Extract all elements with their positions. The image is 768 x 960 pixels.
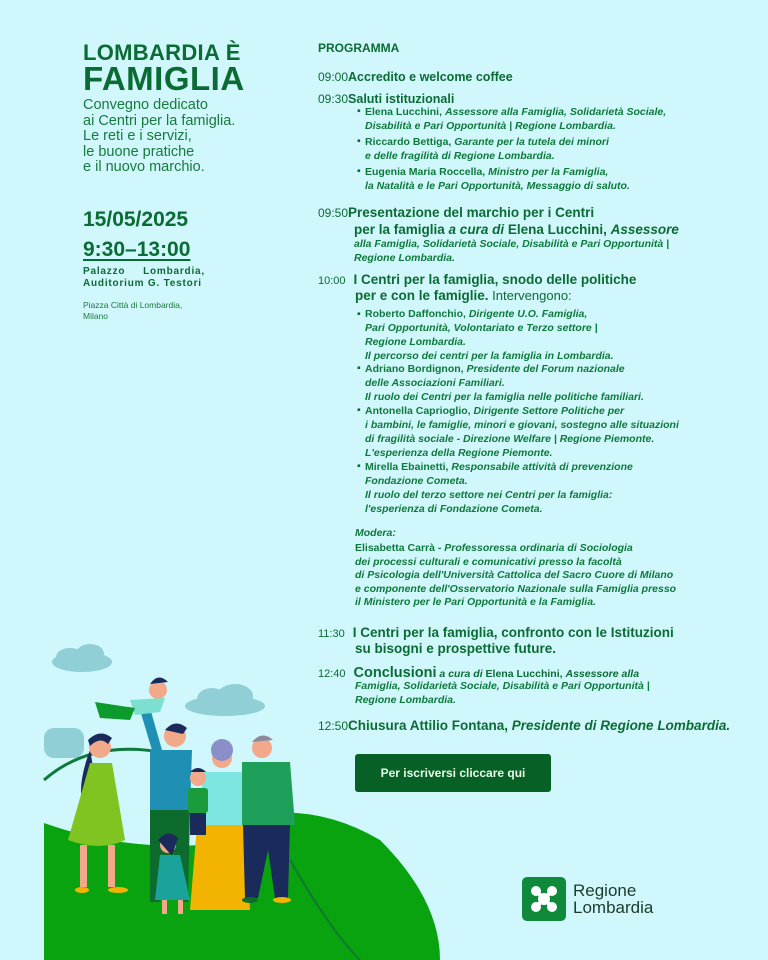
bullet: ▪ — [357, 165, 361, 177]
subtitle-line: Convegno dedicato — [83, 97, 208, 113]
event-time: 9:30–13:00 — [83, 238, 191, 261]
speaker-role: Presidente di Regione Lombardia. — [511, 718, 731, 733]
speaker-name: Elena Lucchini, — [482, 668, 566, 680]
speaker-role: i bambini, le famiglie, minori e giovani, sostegno alle situazioni — [365, 419, 679, 431]
item-time: 09:50 — [318, 206, 349, 220]
speaker — [365, 307, 614, 363]
speaker-talk: Il percorso dei centri per la famiglia in Lombardia. — [365, 350, 614, 362]
moderator-role: di Psicologia dell'Università Cattolica del Sacro Cuore di Milano — [355, 569, 674, 581]
event-subtitle — [83, 98, 283, 176]
subtitle-line: ai Centri per la famiglia. — [83, 112, 236, 129]
subtitle-line: e il nuovo marchio. — [83, 159, 205, 175]
speaker-name: Riccardo Bettiga, — [365, 136, 452, 148]
speaker — [365, 105, 666, 133]
address-line: Milano — [83, 311, 109, 321]
speaker-role: la Natalità e le Pari Opportunità, Messaggio di saluto. — [365, 180, 630, 192]
bullet: ▪ — [357, 404, 361, 416]
item-time: 09:30 — [318, 92, 349, 106]
item-time: 09:00 — [318, 70, 349, 84]
item-intervengono: Intervengono: — [488, 288, 572, 303]
logo-mark-icon — [522, 877, 566, 921]
item-title: Conclusioni — [353, 665, 437, 681]
speaker-role: Disabilità e Pari Opportunità | Regione Lombardia. — [365, 120, 616, 132]
item-time: 12:40 — [318, 668, 346, 680]
logo-line1: Regione — [573, 881, 637, 900]
moderator-role: e componente dell'Osservatorio Nazionale sulla Famiglia presso — [355, 582, 677, 595]
subtitle-line: le buone pratiche — [83, 143, 195, 160]
speaker — [365, 135, 609, 163]
programme-title: PROGRAMMA — [318, 41, 400, 55]
speaker — [365, 165, 630, 193]
regione-lombardia-logo — [522, 877, 653, 921]
item-title: per e con le famiglie. — [355, 288, 489, 303]
moderator-label-text: Modera: — [355, 527, 396, 539]
moderator-label — [355, 526, 396, 540]
event-header — [83, 42, 283, 176]
subtitle-line: Le reti e i servizi, — [83, 128, 192, 144]
programme-item — [318, 205, 758, 221]
speaker-role: Assessore alla — [565, 668, 640, 680]
item-title: per la famiglia — [354, 222, 449, 237]
event-address — [83, 300, 208, 322]
speaker-name: Adriano Bordignon, — [365, 363, 464, 375]
speaker-name: Elena Lucchini, — [504, 222, 611, 237]
family-illustration — [0, 640, 460, 960]
speaker-role: Assessore — [610, 222, 679, 237]
bullet: ▪ — [357, 308, 361, 320]
item-time: 10:00 — [318, 275, 346, 287]
speaker-name: Elena Lucchini, — [365, 106, 443, 118]
item-time: 11:30 — [318, 628, 345, 640]
speaker-name: Mirella Ebainetti, — [365, 461, 449, 473]
toddler-figure — [188, 768, 208, 835]
speaker-talk: l'esperienza di Fondazione Cometa. — [365, 503, 543, 515]
speaker-role — [354, 237, 669, 265]
speaker-role: Ministro per la Famiglia, — [488, 166, 609, 178]
speaker-role: delle Associazioni Familiari. — [365, 377, 505, 389]
moderator — [355, 542, 676, 610]
speaker-name: Roberto Daffonchio, — [365, 308, 466, 320]
moderator-role: Professoressa ordinaria di Sociologia — [444, 542, 633, 554]
cloud-icon — [185, 684, 265, 716]
flying-child-figure — [95, 677, 168, 720]
speaker-role: Assessore alla Famiglia, Solidarietà Sociale, — [444, 106, 667, 118]
item-title: Saluti istituzionali — [348, 92, 455, 106]
speaker-talk: L'esperienza della Regione Piemonte. — [365, 447, 553, 459]
item-title: Presentazione del marchio per i Centri — [348, 205, 595, 220]
logo-text — [573, 882, 653, 916]
programme-item-line — [355, 288, 755, 304]
register-button[interactable]: Per iscriversi cliccare qui — [355, 754, 551, 792]
item-title: su bisogni e prospettive future. — [355, 641, 557, 656]
role-line: Regione Lombardia. — [355, 694, 456, 706]
speaker-role: Garante per la tutela dei minori — [454, 136, 609, 148]
speaker-role: di fragilità sociale - Direzione Welfare | Regione Piemonte. — [365, 433, 655, 445]
speaker-role: Responsabile attività di prevenzione — [451, 461, 633, 473]
logo-line2: Lombardia — [573, 898, 654, 917]
role-line: Famiglia, Solidarietà Sociale, Disabilità e Pari Opportunità | — [355, 680, 650, 692]
speaker-role: e delle fragilità di Regione Lombardia. — [365, 150, 555, 162]
cloud-icon — [52, 644, 112, 672]
speaker — [365, 362, 644, 404]
programme-item — [318, 272, 758, 289]
speaker-name: Antonella Caprioglio, — [365, 405, 471, 417]
speaker-name: Eugenia Maria Roccella, — [365, 166, 486, 178]
bullet: ▪ — [357, 105, 361, 117]
bullet: ▪ — [357, 135, 361, 147]
bullet: ▪ — [357, 460, 361, 472]
item-time: 12:50 — [318, 719, 349, 733]
speaker — [365, 460, 633, 516]
event-date: 15/05/2025 — [83, 208, 189, 231]
role-line: alla Famiglia, Solidarietà Sociale, Disabilità e Pari Opportunità | — [354, 238, 670, 250]
item-title: I Centri per la famiglia, snodo delle politiche — [353, 272, 637, 287]
speaker-role: Dirigente U.O. Famiglia, — [468, 308, 588, 320]
item-acura: a cura di — [448, 222, 505, 237]
speaker-role: Fondazione Cometa. — [365, 475, 468, 487]
item-title: Chiusura Attilio Fontana, — [348, 718, 512, 733]
moderator-role: dei processi culturali e comunicativi presso la facoltà — [355, 555, 622, 568]
title-line1: LOMBARDIA È — [83, 40, 241, 65]
moderator-role: il Ministero per le Pari Opportunità e la Famiglia. — [355, 596, 596, 608]
speaker-talk: Il ruolo dei Centri per la famiglia nelle politiche familiari. — [365, 391, 644, 403]
role-line: Regione Lombardia. — [354, 252, 455, 264]
title-line2: FAMIGLIA — [83, 60, 245, 97]
speaker-role: Regione Lombardia. — [365, 336, 466, 348]
speaker-role: Dirigente Settore Politiche per — [473, 405, 625, 417]
programme-item — [318, 68, 758, 86]
speaker-role: Pari Opportunità, Volontariato e Terzo settore | — [365, 322, 598, 334]
item-title: Accredito e welcome coffee — [348, 70, 513, 84]
item-title: I Centri per la famiglia, confronto con le Istituzioni — [352, 625, 674, 640]
cloud-icon — [44, 728, 84, 758]
bullet: ▪ — [357, 362, 361, 374]
moderator-name: Elisabetta Carrà - — [355, 542, 445, 554]
speaker-talk: Il ruolo del terzo settore nei Centri per la famiglia: — [365, 489, 613, 501]
event-venue: Palazzo Lombardia, Auditorium G. Testori — [83, 266, 205, 289]
address-line: Piazza Città di Lombardia, — [83, 300, 183, 310]
item-acura: a cura di — [436, 668, 483, 680]
speaker — [365, 404, 679, 460]
speaker-role: Presidente del Forum nazionale — [466, 363, 625, 375]
